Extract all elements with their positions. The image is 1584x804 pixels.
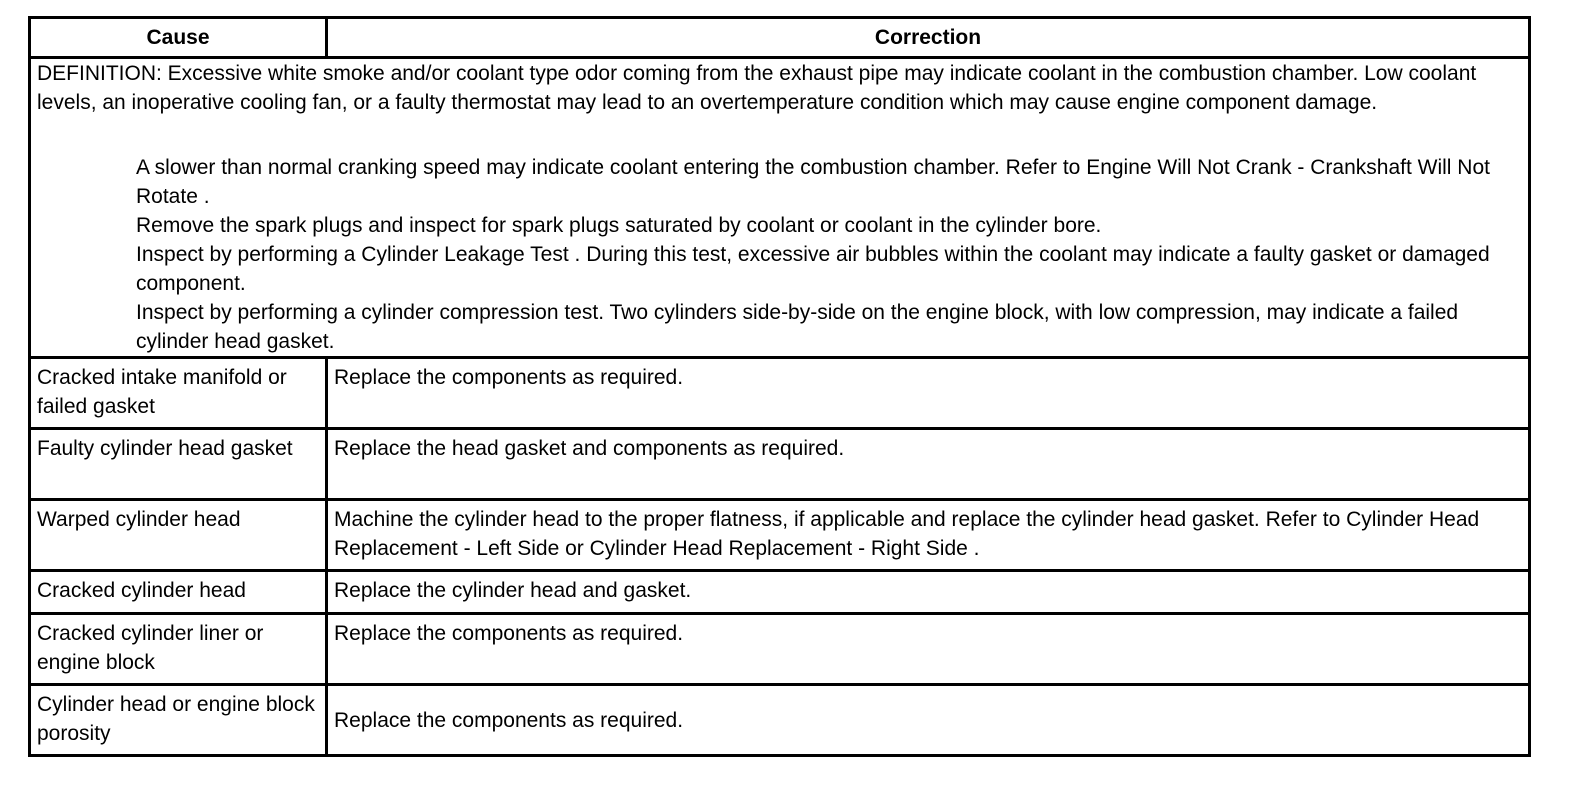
cause-column-header: Cause	[30, 18, 327, 58]
correction-cell: Replace the head gasket and components as required.	[327, 429, 1530, 500]
diagnostic-step: Inspect by performing a Cylinder Leakage Test . During this test, excessive air bubbles within the coolant may indicate a faulty gasket or damaged component.	[136, 243, 1490, 295]
cause-cell: Cracked cylinder head	[30, 571, 327, 614]
table-row	[30, 500, 1530, 571]
table-row	[30, 614, 1530, 685]
table-row	[30, 571, 1530, 614]
correction-cell: Replace the cylinder head and gasket.	[327, 571, 1530, 614]
diagnostic-step: Remove the spark plugs and inspect for spark plugs saturated by coolant or coolant in the cylinder bore.	[136, 214, 1102, 237]
diagnostic-steps-list	[136, 153, 1522, 356]
table-row	[30, 685, 1530, 756]
correction-cell: Machine the cylinder head to the proper flatness, if applicable and replace the cylinder head gasket. Refer to Cylinder Head Replacement - Left Side or Cylinder Head Replacement - Right Side .	[327, 500, 1530, 571]
cause-cell: Cylinder head or engine block porosity	[30, 685, 327, 756]
table-row	[30, 358, 1530, 429]
correction-cell: Replace the components as required.	[327, 614, 1530, 685]
cause-cell: Cracked cylinder liner or engine block	[30, 614, 327, 685]
cause-cell: Warped cylinder head	[30, 500, 327, 571]
definition-row	[30, 58, 1530, 358]
correction-cell: Replace the components as required.	[327, 685, 1530, 756]
cause-cell: Cracked intake manifold or failed gasket	[30, 358, 327, 429]
cause-cell: Faulty cylinder head gasket	[30, 429, 327, 500]
definition-cell	[30, 58, 1530, 358]
diagnostic-step: Inspect by performing a cylinder compression test. Two cylinders side-by-side on the engine block, with low compression, may indicate a failed cylinder head gasket.	[136, 301, 1459, 353]
correction-column-header: Correction	[327, 18, 1530, 58]
table-row	[30, 429, 1530, 500]
diagnostic-step: A slower than normal cranking speed may indicate coolant entering the combustion chamber. Refer to Engine Will Not Crank - Crankshaft Will Not Rotate .	[136, 156, 1490, 208]
diagnostic-table	[28, 16, 1531, 757]
correction-cell: Replace the components as required.	[327, 358, 1530, 429]
header-row	[30, 18, 1530, 58]
definition-text: DEFINITION: Excessive white smoke and/or coolant type odor coming from the exhaust pipe may indicate coolant in the combustion chamber. Low coolant levels, an inoperative cooling fan, or a faulty thermostat may lead to an overtemperature condition which may cause engine component damage.	[37, 62, 1477, 114]
